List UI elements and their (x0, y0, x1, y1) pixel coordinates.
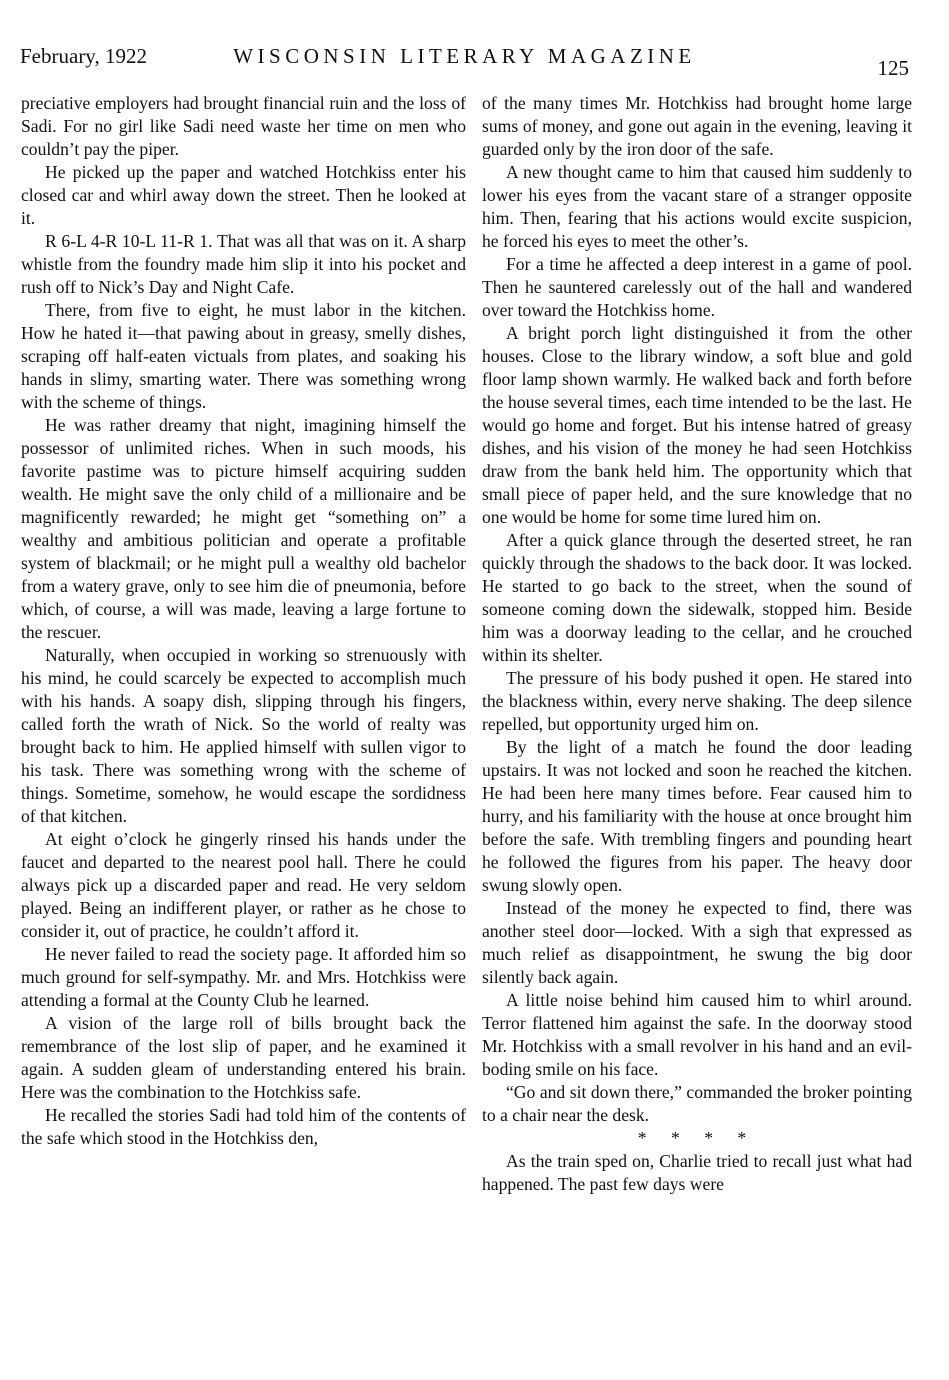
paragraph: preciative employers had brought financial ruin and the loss of Sadi. For no girl like Sadi need waste her time on men who couldn’t pay the piper. (21, 93, 466, 159)
paragraph: For a time he affected a deep interest in a game of pool. Then he sauntered carelessly out of the hall and wandered over toward the Hotchkiss home. (482, 254, 912, 320)
issue-date: February, 1922 (20, 44, 147, 68)
paragraph: He picked up the paper and watched Hotchkiss enter his closed car and whirl away down the street. Then he looked at it. (21, 162, 466, 228)
section-break: * * * * (637, 1128, 757, 1148)
running-header (20, 44, 909, 84)
paragraph: At eight o’clock he gingerly rinsed his hands under the faucet and departed to the nearest pool hall. There he could always pick up a discarded paper and read. He very seldom played. Being an indifferent player, or rather as he chose to consider it, out of practice, he couldn’t afford it. (21, 829, 466, 941)
paragraph: He was rather dreamy that night, imagining himself the possessor of unlimited riches. When in such moods, his favorite pastime was to picture himself acquiring sudden wealth. He might save the only child of a millionaire and be magnificently rewarded; he might get “something on” a wealthy and ambitious politician and operate a profitable system of blackmail; or he might pull a wealthy old bachelor from a watery grave, only to see him die of pneumonia, before which, of course, a will was made, leaving a large fortune to the rescuer. (21, 415, 466, 642)
paragraph: There, from five to eight, he must labor in the kitchen. How he hated it—that pawing about in greasy, smelly dishes, scraping off half-eaten victuals from plates, and soaking his hands in slimy, smarting water. There was something wrong with the scheme of things. (21, 300, 466, 412)
paragraph: R 6-L 4-R 10-L 11-R 1. That was all that was on it. A sharp whistle from the foundry made him slip it into his pocket and rush off to Nick’s Day and Night Cafe. (21, 231, 466, 297)
paragraph: Naturally, when occupied in working so strenuously with his mind, he could scarcely be expected to accomplish much with his hands. A soapy dish, slipping through his fingers, called forth the wrath of Nick. So the world of realty was brought back to him. He applied himself with sullen vigor to his task. There was something wrong with the scheme of things. Sometime, somehow, he would escape the sordidness of that kitchen. (21, 645, 466, 826)
right-column (482, 92, 912, 1196)
paragraph: As the train sped on, Charlie tried to recall just what had happened. The past few days were (482, 1151, 912, 1194)
paragraph: He recalled the stories Sadi had told him of the contents of the safe which stood in the Hotchkiss den, (21, 1105, 466, 1148)
paragraph: A vision of the large roll of bills brought back the remembrance of the lost slip of paper, and he examined it again. A sudden gleam of understanding entered his brain. Here was the combination to the Hotchkiss safe. (21, 1013, 466, 1102)
paragraph: After a quick glance through the deserted street, he ran quickly through the shadows to the back door. It was locked. He started to go back to the street, when the sound of someone coming down the sidewalk, stopped him. Beside him was a doorway leading to the cellar, and he crouched within its shelter. (482, 530, 912, 665)
paragraph: A new thought came to him that caused him suddenly to lower his eyes from the vacant stare of a stranger opposite him. Then, fearing that his actions would excite suspicion, he forced his eyes to meet the other’s. (482, 162, 912, 251)
left-column (21, 92, 466, 1150)
paragraph: By the light of a match he found the door leading upstairs. It was not locked and soon he reached the kitchen. He had been here many times before. Fear caused him to hurry, and his familiarity with the house at once brought him before the safe. With trembling fingers and pounding heart he followed the figures from his paper. The heavy door swung slowly open. (482, 737, 912, 895)
paragraph: of the many times Mr. Hotchkiss had brought home large sums of money, and gone out again in the evening, leaving it guarded only by the iron door of the safe. (482, 93, 912, 159)
paragraph: The pressure of his body pushed it open. He stared into the blackness within, every nerve shaking. The deep silence repelled, but opportunity urged him on. (482, 668, 912, 734)
paragraph: A little noise behind him caused him to whirl around. Terror flattened him against the safe. In the doorway stood Mr. Hotchkiss with a small revolver in his hand and an evil-boding smile on his face. (482, 990, 912, 1079)
paragraph: Instead of the money he expected to find, there was another steel door—locked. With a sigh that expressed as much relief as disappointment, he swung the big door silently back again. (482, 898, 912, 987)
magazine-title: WISCONSIN LITERARY MAGAZINE (233, 44, 696, 68)
paragraph: “Go and sit down there,” commanded the broker pointing to a chair near the desk. (482, 1082, 912, 1125)
paragraph: He never failed to read the society page. It afforded him so much ground for self-sympathy. Mr. and Mrs. Hotchkiss were attending a formal at the County Club he learned. (21, 944, 466, 1010)
page-number: 125 (877, 56, 909, 80)
paragraph: A bright porch light distinguished it from the other houses. Close to the library window, a soft blue and gold floor lamp shown warmly. He walked back and forth before the house several times, each time intended to be the last. He would go home and forget. But his intense hatred of greasy dishes, and his vision of the money he had seen Hotchkiss draw from the bank held him. The opportunity which that small piece of paper held, and the sure knowledge that no one would be home for some time lured him on. (482, 323, 912, 527)
